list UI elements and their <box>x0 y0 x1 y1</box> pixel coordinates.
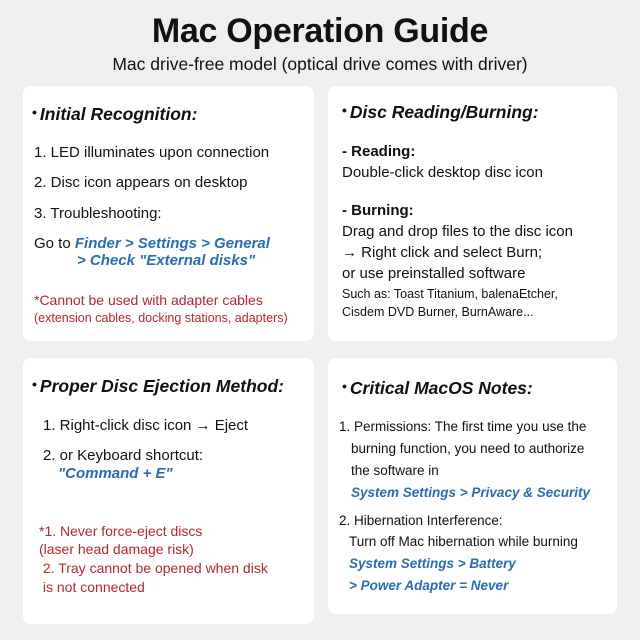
goto-instruction: Go to Finder > Settings > General <box>34 235 270 252</box>
reading-label: - Reading: <box>342 143 416 160</box>
burning-line: or use preinstalled software <box>342 265 526 282</box>
ejection-warning: (laser head damage risk) <box>39 541 194 557</box>
reading-text: Double-click desktop disc icon <box>342 164 543 181</box>
burning-label: - Burning: <box>342 202 414 219</box>
macos-notes-heading: • Critical MacOS Notes: <box>342 378 533 398</box>
software-list: Cisdem DVD Burner, BurnAware... <box>342 305 534 319</box>
note-line: 1. Permissions: The first time you use the <box>339 419 587 434</box>
bullet-icon: • <box>342 102 347 118</box>
keyboard-shortcut: "Command + E" <box>58 465 173 482</box>
note-title: 2. Hibernation Interference: <box>339 513 503 528</box>
step-item: 1. LED illuminates upon connection <box>34 144 270 161</box>
burning-line: → Right click and select Burn; <box>342 244 543 261</box>
power-adapter-path: > Power Adapter = Never <box>349 578 509 593</box>
note-line: the software in <box>351 463 439 478</box>
software-list: Such as: Toast Titanium, balenaEtcher, <box>342 287 558 301</box>
privacy-security-path: System Settings > Privacy & Security <box>351 485 590 500</box>
ejection-warning: 2. Tray cannot be opened when disk <box>39 560 268 576</box>
bullet-icon: • <box>32 376 37 392</box>
battery-path: System Settings > Battery <box>349 556 516 571</box>
burning-line: Drag and drop files to the disc icon <box>342 223 573 240</box>
disc-ejection-card <box>23 358 314 624</box>
bullet-icon: • <box>342 378 347 394</box>
bullet-icon: • <box>32 104 37 120</box>
step-item: 3. Troubleshooting: <box>34 205 162 222</box>
disc-ejection-heading: • Proper Disc Ejection Method: <box>32 376 284 396</box>
external-disks-path: > Check "External disks" <box>77 252 256 269</box>
step-item: 1. Right-click disc icon → Eject <box>43 417 249 434</box>
step-item: 2. Disc icon appears on desktop <box>34 174 248 191</box>
adapter-warning: *Cannot be used with adapter cables <box>34 292 263 308</box>
note-line: burning function, you need to authorize <box>351 441 585 456</box>
initial-recognition-heading: • Initial Recognition: <box>32 104 198 124</box>
ejection-warning: is not connected <box>39 579 145 595</box>
page-subtitle: Mac drive-free model (optical drive comes with driver) <box>112 54 528 74</box>
initial-recognition-card <box>23 86 314 341</box>
finder-settings-path: Finder > Settings > General <box>74 235 270 252</box>
page-title: Mac Operation Guide <box>151 12 489 50</box>
ejection-warning: *1. Never force-eject discs <box>39 523 203 539</box>
disc-reading-burning-heading: • Disc Reading/Burning: <box>342 102 539 122</box>
adapter-warning-detail: (extension cables, docking stations, adapters) <box>34 311 288 325</box>
macos-notes-card <box>328 358 617 614</box>
step-item: 2. or Keyboard shortcut: <box>43 447 204 464</box>
disc-reading-burning-card <box>328 86 617 341</box>
note-line: Turn off Mac hibernation while burning <box>349 534 578 549</box>
